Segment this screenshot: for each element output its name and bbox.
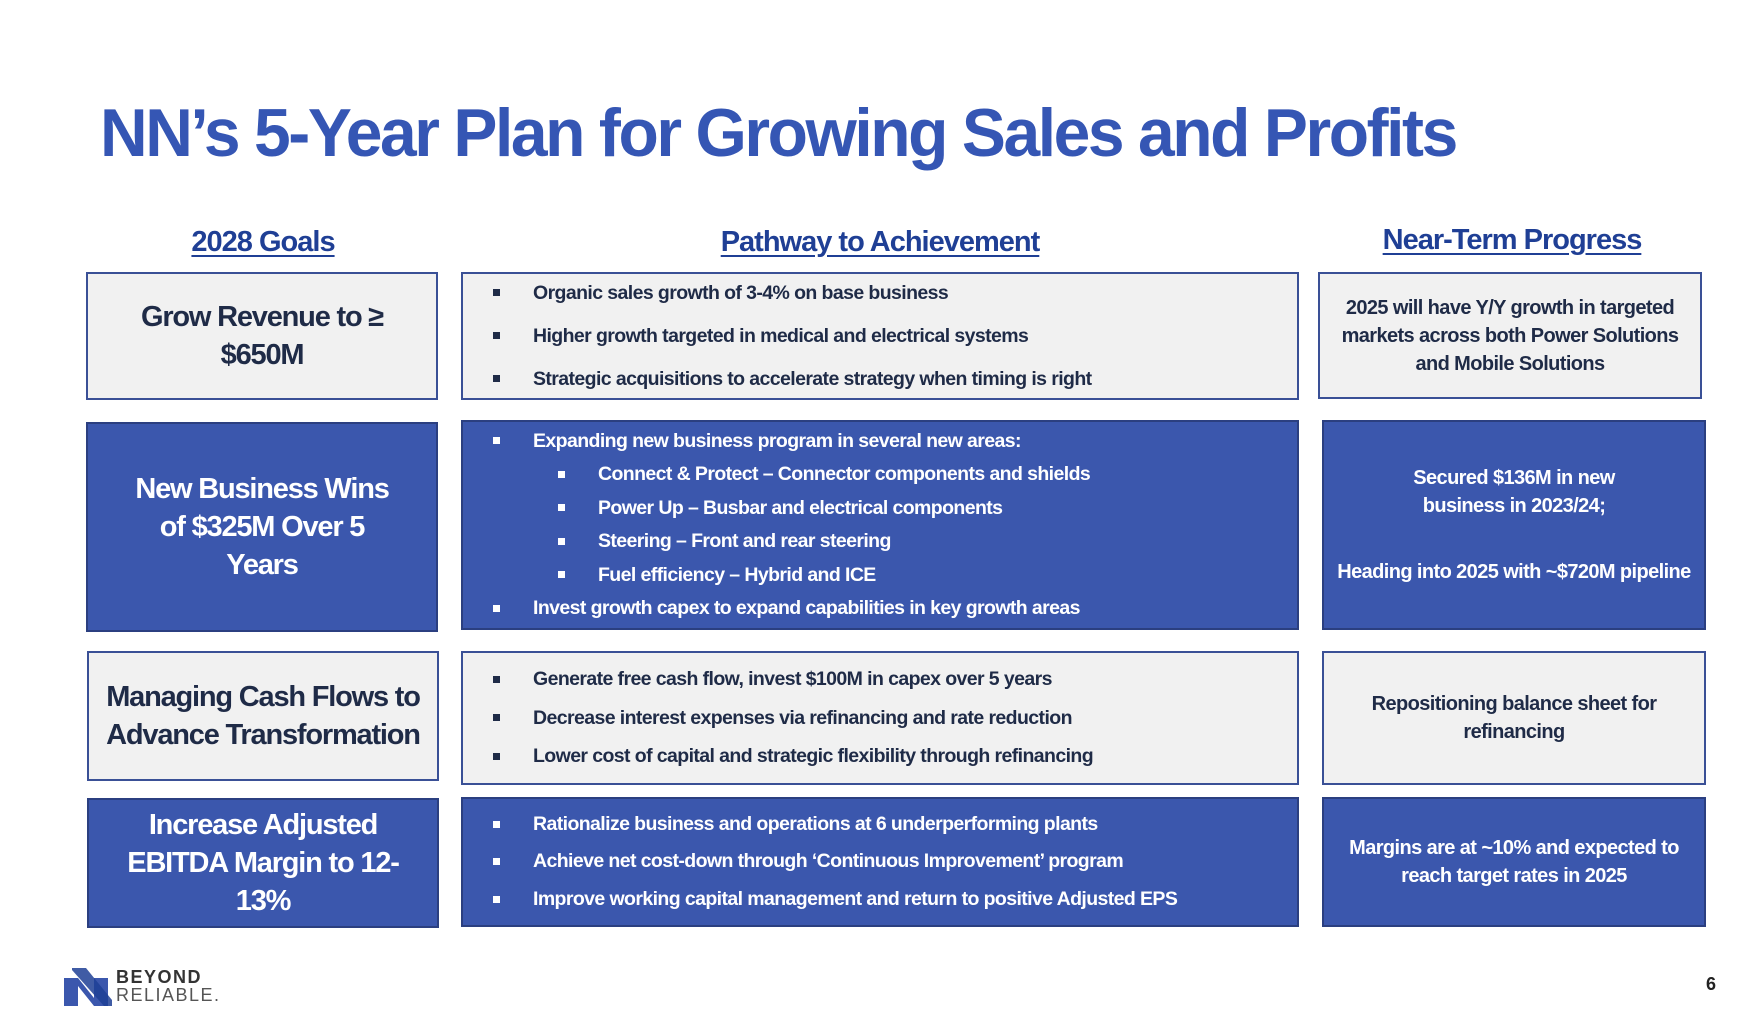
- sub-bullet-item: Steering – Front and rear steering: [558, 525, 1297, 559]
- bullet-item: Rationalize business and operations at 6 underperforming plants: [493, 806, 1297, 844]
- goal-box-new-business: [86, 422, 438, 632]
- pathway-column-header: Pathway to Achievement: [720, 226, 1040, 258]
- pathway-box-revenue: [461, 272, 1299, 400]
- logo-line-2: RELIABLE.: [116, 985, 221, 1005]
- progress-text: Repositioning balance sheet for refinancing: [1371, 693, 1657, 743]
- pathway-list: [463, 425, 1297, 626]
- progress-text: Margins are at ~10% and expected to reach target rates in 2025: [1349, 837, 1679, 887]
- sub-bullet-item: Fuel efficiency – Hybrid and ICE: [558, 559, 1297, 593]
- pathway-box-ebitda: [461, 797, 1299, 927]
- progress-box-revenue: [1318, 272, 1702, 399]
- bullet-item: Decrease interest expenses via refinancing and rate reduction: [493, 699, 1297, 738]
- bullet-item: Generate free cash flow, invest $100M in capex over 5 years: [493, 660, 1297, 699]
- bullet-item: Higher growth targeted in medical and electrical systems: [493, 315, 1297, 358]
- pathway-list: [463, 806, 1297, 919]
- bullet-item: Invest growth capex to expand capabilities in key growth areas: [493, 592, 1297, 626]
- pathway-list: [463, 660, 1297, 776]
- progress-text-pipeline: Heading into 2025 with ~$720M pipeline: [1337, 561, 1691, 583]
- goal-text: Grow Revenue to ≥ $650M: [140, 301, 384, 371]
- nn-logo-icon: [64, 968, 114, 1006]
- bullet-item: Expanding new business program in several new areas:: [493, 425, 1297, 459]
- bullet-item: Organic sales growth of 3-4% on base business: [493, 272, 1297, 315]
- goal-text: Managing Cash Flows to Advance Transformation: [106, 681, 420, 751]
- goal-text: Increase Adjusted EBITDA Margin to 12-13%: [127, 809, 399, 917]
- progress-box-new-business: [1322, 420, 1706, 630]
- sub-bullet-item: Connect & Protect – Connector components and shields: [558, 458, 1297, 492]
- goals-column-header: 2028 Goals: [191, 226, 335, 258]
- progress-box-ebitda: [1322, 797, 1706, 927]
- bullet-item: Achieve net cost-down through ‘Continuous Improvement’ program: [493, 843, 1297, 881]
- progress-box-cash-flows: [1322, 651, 1706, 785]
- page-title: NN’s 5-Year Plan for Growing Sales and Profits: [100, 95, 1456, 171]
- goal-text: New Business Wins of $325M Over 5 Years: [135, 473, 389, 581]
- pathway-box-cash-flows: [461, 651, 1299, 785]
- progress-text: 2025 will have Y/Y growth in targeted markets across both Power Solutions and Mobile Solutions: [1341, 296, 1679, 375]
- company-logo: [64, 967, 221, 1011]
- progress-text-secured: Secured $136M in new business in 2023/24;: [1413, 467, 1615, 517]
- bullet-item: Strategic acquisitions to accelerate strategy when timing is right: [493, 358, 1297, 401]
- bullet-item: Lower cost of capital and strategic flexibility through refinancing: [493, 737, 1297, 776]
- pathway-list: [463, 272, 1297, 401]
- progress-column-header: Near-Term Progress: [1382, 224, 1642, 256]
- goal-box-cash-flows: [87, 651, 439, 781]
- pathway-box-new-business: [461, 420, 1299, 630]
- goal-box-ebitda: [87, 798, 439, 928]
- goal-box-revenue: [86, 272, 438, 400]
- bullet-item: Improve working capital management and return to positive Adjusted EPS: [493, 881, 1297, 919]
- page-number: 6: [1705, 974, 1716, 994]
- logo-line-1: BEYOND: [116, 967, 203, 987]
- sub-bullet-item: Power Up – Busbar and electrical components: [558, 492, 1297, 526]
